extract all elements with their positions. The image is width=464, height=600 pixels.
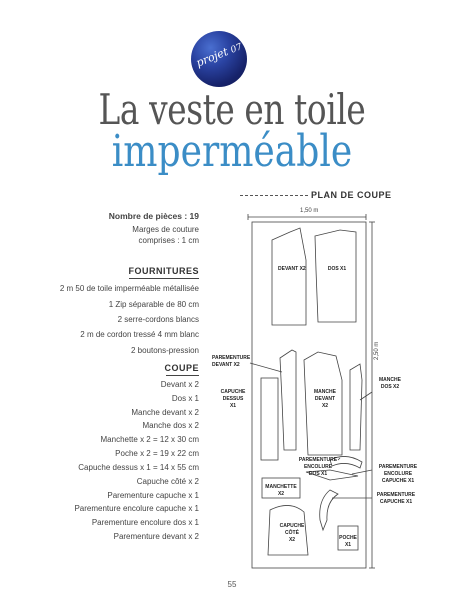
label-manche-dos-1: MANCHE [379, 377, 401, 383]
piece-parementure-capuche [320, 490, 338, 530]
label-poche-2: X1 [344, 542, 352, 548]
fourniture-item: 2 m de cordon tressé 4 mm blanc [80, 330, 199, 339]
label-manche-devant-2: DEVANT [314, 396, 336, 402]
coupe-item: Parementure encolure capuche x 1 [74, 504, 199, 513]
label-manchette-2: X2 [277, 491, 285, 497]
badge-number: 07 [229, 42, 244, 56]
margins-line-1: Marges de couture [132, 225, 199, 234]
label-par-cap-2: CAPUCHE X1 [379, 499, 413, 505]
title-line-1: La veste en toile [98, 85, 366, 134]
pieces-count: Nombre de pièces : 19 [108, 211, 199, 221]
label-manche-devant-1: MANCHE [314, 389, 336, 395]
fourniture-item: 2 boutons-pression [130, 346, 199, 355]
piece-devant [272, 228, 306, 325]
piece-manche-dos [350, 364, 362, 450]
plan-heading: PLAN DE COUPE [311, 190, 392, 200]
coupe-item: Parementure devant x 2 [113, 532, 199, 541]
label-poche-1: POCHE [339, 535, 357, 541]
coupe-item: Parementure capuche x 1 [107, 491, 199, 500]
page-number: 55 [227, 580, 237, 589]
piece-parementure-devant [280, 350, 296, 450]
label-manche-dos-2: DOS X2 [380, 384, 400, 390]
label-capuche-cote-3: X2 [288, 537, 296, 543]
coupe-item: Capuche dessus x 1 = 14 x 55 cm [78, 463, 199, 472]
fourniture-item: 1 Zip séparable de 80 cm [108, 300, 199, 309]
leader-parementure-encolure-capuche [352, 470, 372, 474]
coupe-item: Manche devant x 2 [131, 408, 199, 417]
label-par-enc-cap-3: CAPUCHE X1 [381, 478, 415, 484]
label-par-enc-cap-2: ENCOLURE [383, 471, 413, 477]
label-capuche-cote-2: CÔTÉ [285, 530, 299, 536]
label-capuche-cote-1: CAPUCHE [279, 523, 305, 529]
label-dos: DOS X1 [327, 266, 347, 272]
label-par-enc-dos-1: PAREMENTURE [298, 457, 338, 463]
coupe-item: Manchette x 2 = 12 x 30 cm [100, 435, 199, 444]
coupe-item: Devant x 2 [160, 380, 199, 389]
fourniture-item: 2 m 50 de toile imperméable métallisée [59, 284, 199, 293]
label-capuche-dessus-3: X1 [229, 403, 237, 409]
coupe-item: Poche x 2 = 19 x 22 cm [115, 449, 199, 458]
label-par-enc-dos-2: ENCOLURE [303, 464, 333, 470]
label-capuche-dessus-2: DESSUS [222, 396, 244, 402]
label-devant: DEVANT X2 [278, 266, 306, 272]
title-line-2: imperméable [111, 126, 353, 177]
coupe-item: Dos x 1 [171, 394, 199, 403]
coupe-item: Manche dos x 2 [142, 421, 199, 430]
coupe-heading: COUPE [164, 363, 199, 373]
fournitures-heading: FOURNITURES [128, 266, 199, 276]
label-parementure-devant-1: PAREMENTURE [212, 355, 251, 361]
leader-parementure-devant [250, 363, 282, 372]
label-manche-devant-3: X2 [321, 403, 329, 409]
width-label: 1,50 m [300, 208, 319, 214]
piece-dos [315, 230, 356, 322]
label-par-enc-cap-1: PAREMENTURE [378, 464, 418, 470]
margins-line-2: comprises : 1 cm [138, 236, 199, 245]
coupe-item: Capuche côté x 2 [136, 477, 199, 486]
label-manchette-1: MANCHETTE [265, 484, 297, 490]
piece-capuche-dessus [261, 378, 278, 460]
fabric-outline [252, 222, 366, 568]
badge-text: projet [194, 45, 230, 70]
fourniture-item: 2 serre-cordons blancs [117, 315, 199, 324]
label-par-cap-1: PAREMENTURE [376, 492, 416, 498]
label-parementure-devant-2: DEVANT X2 [212, 362, 240, 368]
label-par-enc-dos-3: DOS X1 [308, 471, 328, 477]
leader-parementure-encolure-dos [338, 458, 340, 460]
label-capuche-dessus-1: CAPUCHE [220, 389, 246, 395]
coupe-item: Parementure encolure dos x 1 [91, 518, 199, 527]
height-label: 2,50 m [374, 341, 380, 360]
